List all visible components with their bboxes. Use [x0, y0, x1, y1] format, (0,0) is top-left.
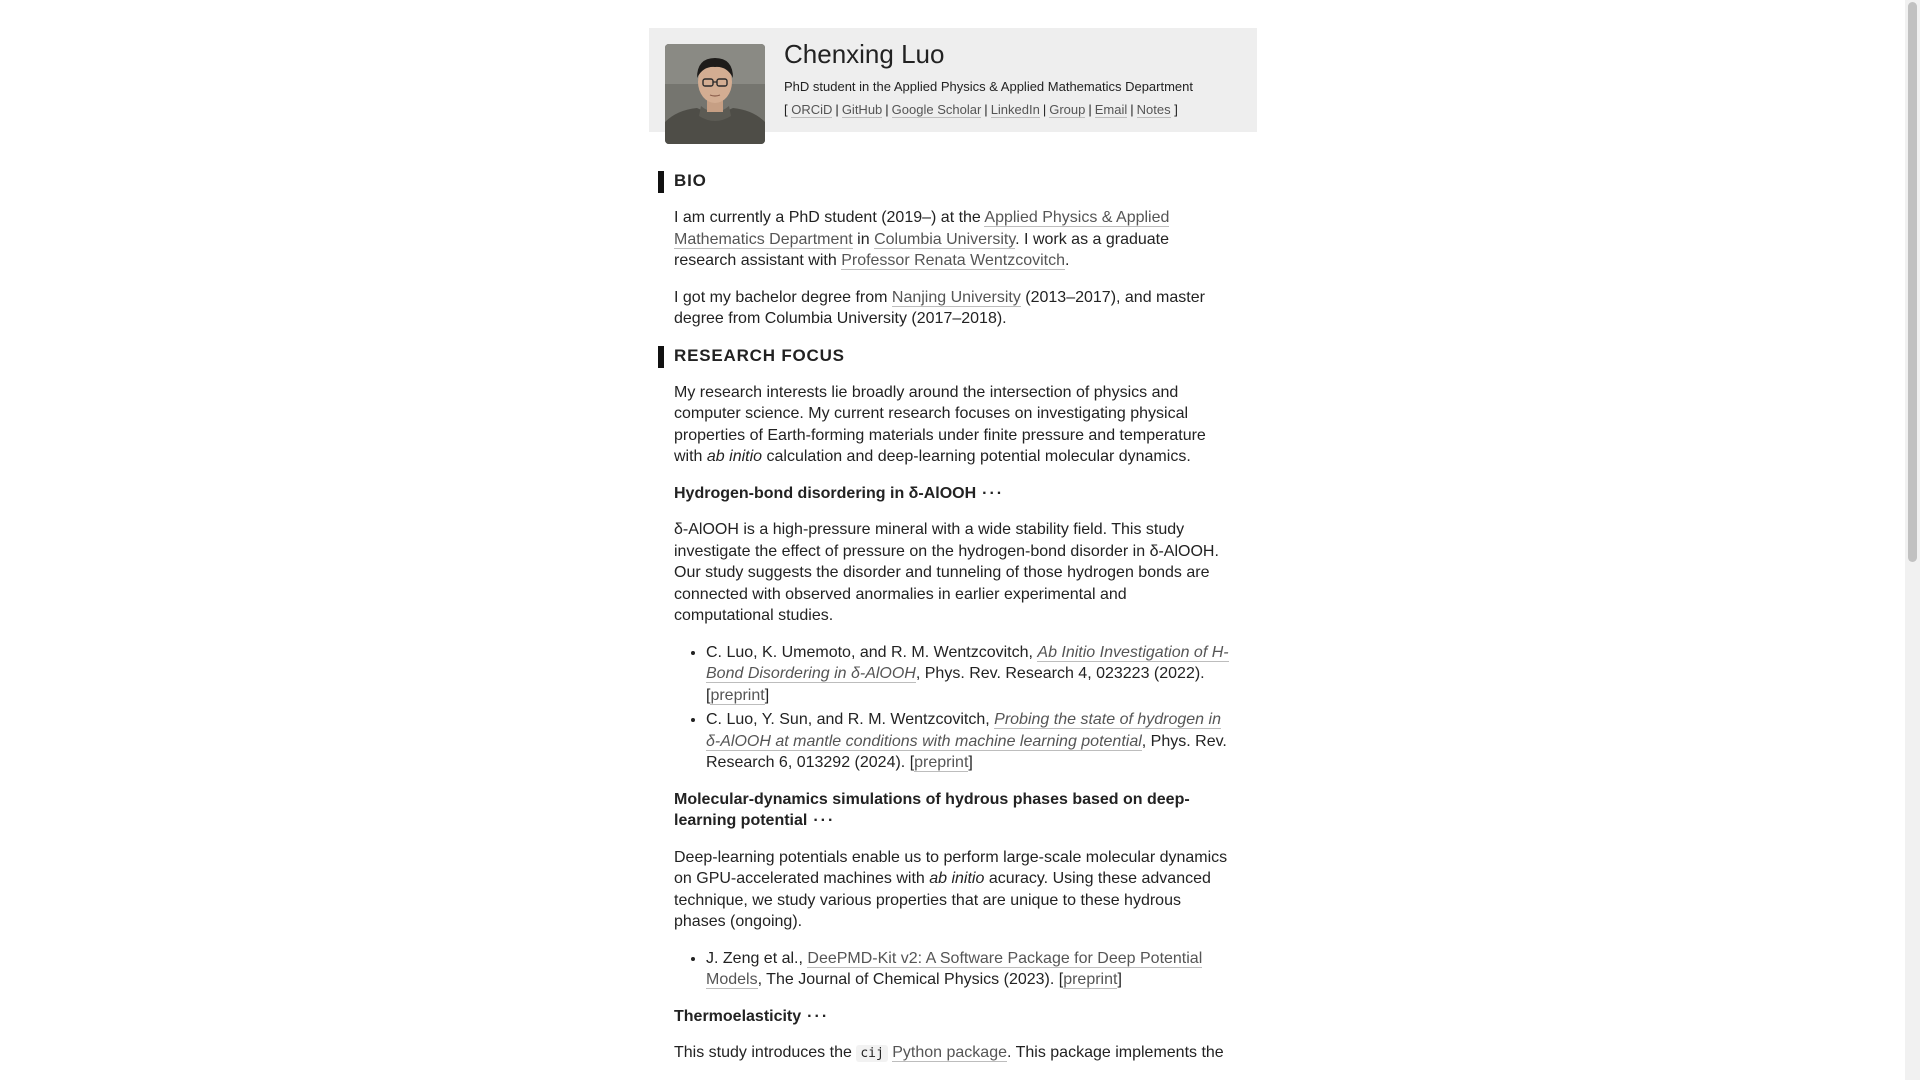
topic-heading-text: Hydrogen-bond disordering in δ-AlOOH — [674, 484, 977, 502]
research-text: My research interests lie broadly around the intersection of physics and computer science. My current research focuses on investigating physical properties of Earth-forming materials under finite pressure and temperature with — [674, 383, 1206, 465]
notes-link[interactable]: Notes — [1136, 102, 1171, 117]
topic-heading-hydrogen-bond — [674, 483, 1229, 505]
google-scholar-link[interactable]: Google Scholar — [891, 102, 982, 117]
links-separator: | — [1130, 102, 1134, 117]
bio-text: I got my bachelor degree from — [674, 288, 892, 306]
profile-links — [784, 101, 1249, 119]
reference-venue: , Phys. Rev. Research 4, 023223 (2022). [ — [706, 665, 1205, 704]
research-text: Deep-learning potentials enable us to perform large-scale molecular dynamics on GPU-accelerated machines with — [674, 848, 1228, 887]
expand-topic-button[interactable]: ··· — [813, 812, 836, 829]
advisor-link[interactable]: Professor Renata Wentzcovitch — [841, 252, 1065, 269]
research-text: This study introduces the — [674, 1044, 857, 1061]
reference-item — [706, 948, 1229, 991]
profile-header — [649, 28, 1257, 132]
preprint-link[interactable]: preprint — [1063, 971, 1118, 988]
expand-topic-button[interactable]: ··· — [807, 1007, 830, 1025]
bio-text: . I work as a graduate research assistant with — [674, 230, 1170, 269]
links-separator: | — [835, 102, 839, 117]
orcid-link[interactable]: ORCiD — [791, 102, 833, 117]
bio-text: . — [1065, 252, 1070, 269]
reference-authors: J. Zeng et al., — [706, 949, 808, 967]
email-link[interactable]: Email — [1094, 102, 1128, 117]
research-emphasis: ab initio — [706, 448, 763, 465]
reference-title-link[interactable]: Ab Initio Investigation of H-Bond Disordering in δ-AlOOH — [706, 643, 1229, 682]
page — [649, 28, 1257, 1080]
topic-hydrogen-bond-references — [674, 642, 1229, 774]
links-separator: | — [1088, 102, 1092, 117]
reference-authors: C. Luo, K. Umemoto, and R. M. Wentzcovitch, — [706, 643, 1038, 661]
bio-section-title: BIO — [649, 170, 1257, 192]
apam-department-link[interactable]: Applied Physics & Applied Mathematics Department — [674, 209, 1170, 248]
links-separator: | — [1042, 102, 1047, 117]
bio-section — [649, 207, 1229, 330]
topic-heading-text: Molecular-dynamics simulations of hydrous phases based on deep-learning potential — [674, 790, 1190, 829]
topic-thermoelasticity-text — [674, 1042, 1229, 1065]
reference-item — [706, 642, 1229, 707]
bio-paragraph-2 — [674, 287, 1229, 330]
topic-heading-md-simulations — [674, 789, 1229, 832]
avatar-photo — [665, 44, 765, 144]
bio-text: I am currently a PhD student (2019–) at the — [674, 209, 985, 226]
nanjing-university-link[interactable]: Nanjing University — [891, 288, 1021, 306]
package-code: cij — [856, 1045, 887, 1062]
reference-title-link[interactable]: Probing the state of hydrogen in δ-AlOOH at mantle conditions with machine learning potential — [706, 711, 1221, 750]
expand-topic-button[interactable]: ··· — [982, 484, 1005, 502]
header-text — [784, 38, 1249, 119]
research-section — [649, 382, 1229, 1065]
topic-hydrogen-bond-text: δ-AlOOH is a high-pressure mineral with a wide stability field. This study investigate the effect of pressure on the hydrogen-bond disorder in δ-AlOOH. Our study suggests the disorder and tunneling of those hydrogen bonds are connected with observed anormalies in earlier experimental and computational studies. — [674, 521, 1219, 624]
reference-item — [706, 709, 1229, 774]
topic-md-simulations-references — [674, 948, 1229, 991]
research-intro — [674, 382, 1229, 468]
reference-end: ] — [764, 686, 770, 704]
main-content — [649, 170, 1257, 1065]
links-separator: | — [984, 102, 988, 117]
bio-paragraph-1 — [674, 207, 1229, 272]
reference-title-link[interactable]: DeePMD-Kit v2: A Software Package for Deep Potential Models — [706, 949, 1203, 988]
links-open-bracket: [ — [784, 102, 788, 117]
reference-authors: C. Luo, Y. Sun, and R. M. Wentzcovitch, — [706, 711, 995, 728]
profile-name: Chenxing Luo — [784, 39, 945, 69]
topic-heading-thermoelasticity — [674, 1006, 1229, 1028]
columbia-university-link[interactable]: Columbia University — [874, 230, 1016, 248]
profile-subtitle: PhD student in the Applied Physics & Applied Mathematics Department — [784, 79, 1193, 94]
scrollbar-thumb[interactable] — [1908, 2, 1917, 562]
python-package-link[interactable]: Python package — [892, 1044, 1007, 1061]
github-link[interactable]: GitHub — [841, 102, 883, 117]
research-emphasis: ab initio — [929, 870, 985, 887]
vertical-scrollbar[interactable] — [1905, 0, 1920, 1080]
avatar — [665, 44, 765, 144]
topic-heading-text: Thermoelasticity — [674, 1007, 802, 1025]
topic-md-simulations-text — [674, 847, 1229, 933]
links-close-bracket: ] — [1174, 102, 1178, 117]
bio-text: (2013–2017), and master degree from Columbia University (2017–2018). — [674, 288, 1205, 327]
reference-end: ] — [968, 754, 973, 771]
linkedin-link[interactable]: LinkedIn — [990, 102, 1040, 117]
research-text: calculation and deep-learning potential molecular dynamics. — [762, 448, 1191, 465]
preprint-link[interactable]: preprint — [914, 754, 969, 771]
research-section-title: RESEARCH FOCUS — [649, 345, 1257, 367]
research-text: acuracy. Using these advanced technique, we study various properties that are unique to these hydrous phases (ongoing). — [674, 870, 1211, 930]
reference-venue: , Phys. Rev. Research 6, 013292 (2024). [ — [706, 732, 1227, 771]
bio-text: in — [852, 230, 875, 248]
links-separator: | — [885, 102, 889, 117]
preprint-link[interactable]: preprint — [710, 686, 765, 704]
reference-end: ] — [1117, 971, 1122, 988]
group-link[interactable]: Group — [1049, 102, 1086, 117]
reference-venue: , The Journal of Chemical Physics (2023). [ — [757, 971, 1064, 988]
research-text: . This package implements the — [1007, 1044, 1224, 1061]
